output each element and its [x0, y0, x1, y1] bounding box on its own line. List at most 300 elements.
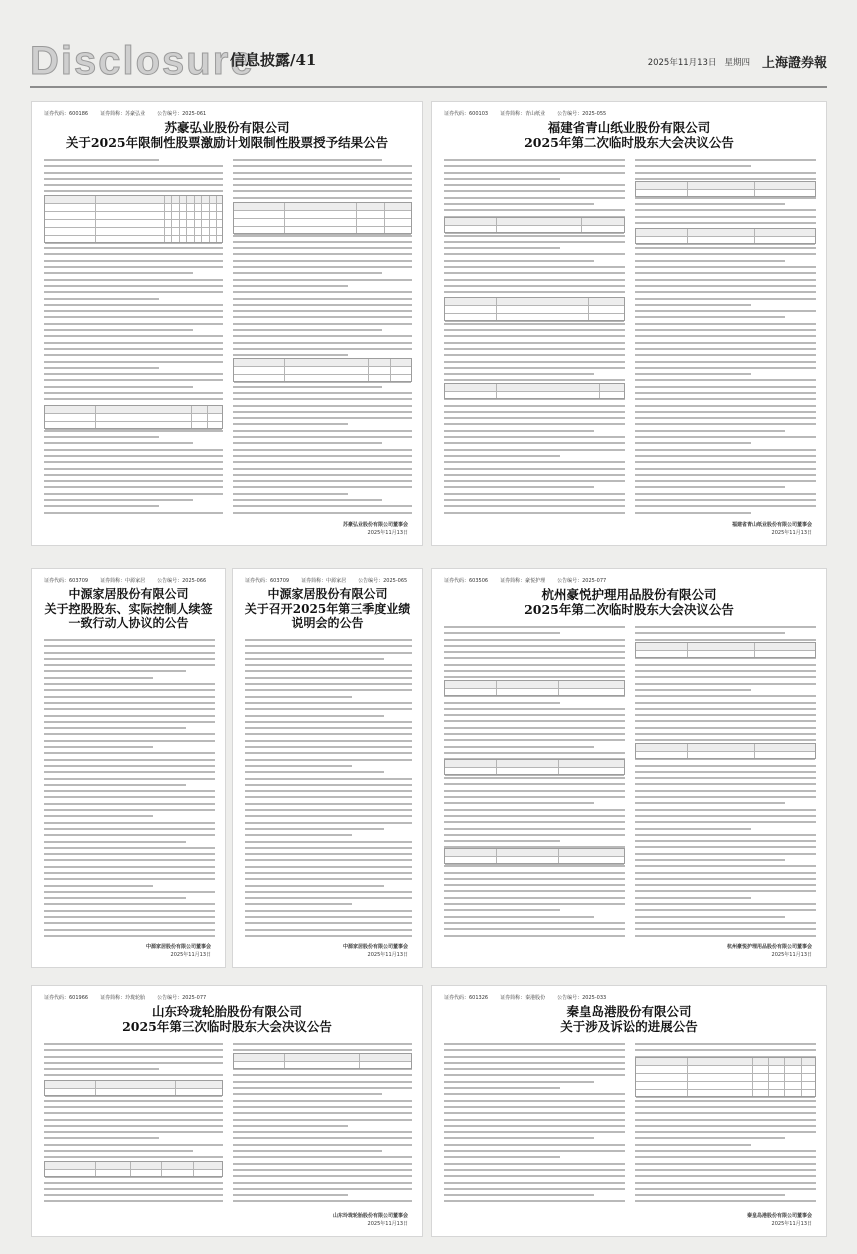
- text-line: [635, 695, 816, 697]
- text-line: [444, 1119, 625, 1121]
- text-line: [635, 279, 816, 281]
- announcement-title-line: 杭州豪悦护理用品股份有限公司: [541, 587, 717, 602]
- text-line: [444, 903, 625, 905]
- table-row: [45, 414, 222, 422]
- table-row: [636, 237, 815, 245]
- table-row: [45, 228, 222, 236]
- text-line: [233, 1175, 412, 1177]
- table-row: [636, 1082, 815, 1090]
- announcement-title-line: 2025年第三次临时股东大会决议公告: [122, 1019, 332, 1035]
- text-line: [635, 815, 816, 817]
- text-line: [44, 1119, 223, 1121]
- text-line: [635, 683, 816, 685]
- text-line: [635, 828, 751, 830]
- announcement-body-text: [44, 639, 215, 941]
- text-line: [635, 809, 816, 811]
- text-line: [444, 1188, 625, 1190]
- text-line: [635, 209, 816, 211]
- text-line: [245, 746, 412, 748]
- table-column-rule: [496, 384, 497, 398]
- text-line: [635, 348, 816, 350]
- text-line: [245, 639, 412, 641]
- text-line: [635, 720, 816, 722]
- announcement-body-text: [444, 159, 625, 518]
- text-line: [444, 657, 625, 659]
- announcement-title: [432, 1004, 826, 1035]
- text-line: [444, 1100, 625, 1102]
- text-line: [44, 670, 186, 672]
- announcement-title: [432, 120, 826, 151]
- text-line: [444, 209, 625, 211]
- text-line: [44, 897, 186, 899]
- text-line: [233, 172, 412, 174]
- text-line: [635, 689, 751, 691]
- text-line: [635, 178, 816, 180]
- text-line: [233, 316, 412, 318]
- text-line: [444, 1169, 625, 1171]
- announcement-panel: [31, 568, 226, 968]
- text-line: [444, 486, 594, 488]
- security-short-name: 证券简称：豪悦护理: [500, 578, 546, 584]
- table-row: [445, 760, 624, 768]
- section-title: 信息披露/41: [230, 51, 317, 69]
- text-line: [233, 253, 412, 255]
- table-column-rule: [687, 643, 688, 657]
- text-line: [44, 859, 215, 861]
- masthead-word: Disclosure: [30, 39, 255, 83]
- text-line: [635, 1125, 816, 1127]
- text-line: [44, 1188, 223, 1190]
- announcement-code-line: [444, 110, 618, 117]
- text-line: [245, 828, 384, 830]
- text-line: [635, 1119, 816, 1121]
- table-row: [445, 681, 624, 689]
- text-line: [444, 916, 594, 918]
- text-line: [444, 702, 560, 704]
- text-line: [635, 373, 751, 375]
- announcement-title-line: 秦皇岛港股份有限公司: [566, 1004, 692, 1019]
- text-line: [44, 822, 215, 824]
- text-line: [233, 1087, 412, 1089]
- text-line: [635, 354, 816, 356]
- text-line: [44, 771, 215, 773]
- text-line: [44, 866, 215, 868]
- table-row: [445, 226, 624, 234]
- text-line: [233, 1156, 412, 1158]
- data-table: [635, 642, 816, 658]
- announcement-title-line: 福建省青山纸业股份有限公司: [547, 120, 711, 135]
- text-line: [233, 348, 412, 350]
- text-line: [444, 1087, 560, 1089]
- text-line: [44, 1200, 223, 1202]
- text-line: [233, 329, 382, 331]
- text-line: [44, 885, 153, 887]
- text-line: [233, 493, 348, 495]
- text-line: [44, 272, 193, 274]
- text-line: [444, 512, 625, 514]
- text-line: [44, 342, 223, 344]
- text-line: [635, 1144, 751, 1146]
- text-line: [444, 499, 625, 501]
- text-line: [233, 247, 412, 249]
- table-column-rule: [599, 384, 600, 398]
- table-row: [45, 204, 222, 212]
- text-line: [444, 260, 594, 262]
- text-line: [444, 203, 594, 205]
- text-line: [245, 809, 412, 811]
- notice-number: 公告编号：2025-055: [557, 111, 607, 117]
- text-line: [444, 746, 594, 748]
- text-line: [444, 935, 625, 937]
- text-line: [635, 342, 816, 344]
- text-line: [635, 499, 816, 501]
- text-line: [635, 935, 816, 937]
- text-line: [245, 815, 412, 817]
- text-line: [444, 405, 625, 407]
- text-line: [444, 739, 625, 741]
- text-line: [233, 335, 412, 337]
- text-line: [44, 708, 215, 710]
- text-line: [245, 733, 412, 735]
- text-line: [44, 499, 193, 501]
- text-line: [44, 803, 215, 805]
- table-row: [636, 1058, 815, 1066]
- table-column-rule: [359, 1054, 360, 1068]
- text-line: [444, 1062, 625, 1064]
- text-line: [444, 884, 625, 886]
- announcement-panel: [31, 101, 423, 546]
- text-line: [233, 354, 348, 356]
- text-line: [44, 285, 223, 287]
- table-column-rule: [588, 298, 589, 320]
- text-line: [444, 323, 625, 325]
- text-line: [635, 216, 816, 218]
- table-column-rule: [496, 218, 497, 232]
- text-line: [44, 1194, 223, 1196]
- text-line: [444, 1056, 625, 1058]
- security-short-name: 证券简称：中源家居: [100, 578, 146, 584]
- table-column-rule: [193, 1162, 194, 1176]
- text-line: [635, 928, 816, 930]
- table-column-rule: [186, 196, 187, 242]
- text-line: [444, 235, 625, 237]
- text-line: [44, 184, 223, 186]
- text-line: [44, 702, 215, 704]
- text-line: [245, 721, 412, 723]
- text-line: [444, 1049, 625, 1051]
- text-line: [233, 184, 412, 186]
- text-line: [444, 449, 625, 451]
- table-column-rule: [687, 182, 688, 196]
- text-line: [44, 449, 223, 451]
- text-line: [635, 291, 816, 293]
- announcement-title: [32, 1004, 422, 1035]
- text-line: [245, 696, 352, 698]
- text-line: [44, 903, 215, 905]
- announcement-date: 2025年11月13日: [771, 530, 812, 536]
- text-line: [635, 172, 816, 174]
- notice-number: 公告编号：2025-077: [557, 578, 607, 584]
- text-line: [44, 922, 215, 924]
- text-line: [245, 796, 412, 798]
- text-line: [245, 759, 412, 761]
- text-line: [44, 639, 215, 641]
- security-short-name: 证券简称：玲珑轮胎: [100, 995, 146, 1001]
- table-column-rule: [384, 203, 385, 233]
- text-line: [44, 759, 215, 761]
- announcement-title-line: 关于召开2025年第三季度业绩: [244, 601, 411, 616]
- table-row: [45, 1089, 222, 1097]
- text-line: [444, 461, 625, 463]
- text-line: [245, 897, 412, 899]
- data-table: [44, 195, 223, 243]
- table-row: [445, 218, 624, 226]
- table-column-rule: [95, 406, 96, 428]
- announcement-signature: 中源家居股份有限公司董事会: [342, 944, 408, 950]
- text-line: [233, 1194, 348, 1196]
- text-line: [635, 411, 816, 413]
- text-line: [44, 1125, 223, 1127]
- text-line: [233, 1074, 412, 1076]
- text-line: [444, 727, 625, 729]
- text-line: [444, 1144, 625, 1146]
- table-row: [636, 1090, 815, 1098]
- text-line: [233, 298, 412, 300]
- text-line: [245, 929, 412, 931]
- text-line: [444, 430, 594, 432]
- text-line: [245, 834, 352, 836]
- table-row: [234, 359, 411, 367]
- text-line: [44, 474, 223, 476]
- text-line: [245, 670, 412, 672]
- announcement-title: [233, 587, 422, 631]
- text-line: [444, 777, 625, 779]
- text-line: [245, 790, 412, 792]
- security-code: 证券代码：601326: [444, 995, 489, 1001]
- text-line: [44, 733, 215, 735]
- text-line: [635, 1043, 816, 1045]
- announcement-date: 2025年11月13日: [367, 952, 408, 958]
- text-line: [444, 455, 560, 457]
- text-line: [233, 1119, 412, 1121]
- text-line: [444, 379, 625, 381]
- text-line: [245, 935, 412, 937]
- text-line: [44, 190, 223, 192]
- announcement-signature: 杭州豪悦护理用品股份有限公司董事会: [726, 944, 812, 950]
- text-line: [635, 1112, 816, 1114]
- security-code: 证券代码：603709: [245, 578, 290, 584]
- text-line: [444, 480, 625, 482]
- text-line: [44, 1043, 223, 1045]
- text-line: [444, 720, 625, 722]
- text-line: [233, 1188, 412, 1190]
- text-line: [44, 790, 215, 792]
- text-line: [635, 802, 785, 804]
- security-short-name: 证券简称：秦港股份: [500, 995, 546, 1001]
- text-line: [444, 1112, 625, 1114]
- text-line: [635, 765, 816, 767]
- text-line: [44, 740, 215, 742]
- table-column-rule: [390, 359, 391, 381]
- text-line: [635, 442, 751, 444]
- text-line: [44, 316, 223, 318]
- table-row: [445, 306, 624, 314]
- text-line: [233, 405, 412, 407]
- text-line: [635, 1049, 816, 1051]
- text-line: [635, 865, 816, 867]
- table-column-rule: [284, 359, 285, 381]
- announcement-code-line: [444, 577, 618, 584]
- text-line: [44, 348, 223, 350]
- text-line: [233, 1150, 382, 1152]
- announcement-panel: [232, 568, 423, 968]
- text-line: [635, 727, 816, 729]
- text-line: [444, 1081, 594, 1083]
- announcement-signature: 中源家居股份有限公司董事会: [145, 944, 211, 950]
- text-line: [635, 846, 816, 848]
- text-line: [444, 664, 625, 666]
- text-line: [245, 866, 412, 868]
- text-line: [233, 165, 412, 167]
- text-line: [444, 790, 625, 792]
- text-line: [44, 891, 215, 893]
- text-line: [444, 872, 625, 874]
- table-column-rule: [164, 196, 165, 242]
- text-line: [233, 1137, 412, 1139]
- text-line: [635, 853, 816, 855]
- text-line: [635, 872, 816, 874]
- text-line: [444, 423, 625, 425]
- text-line: [444, 285, 625, 287]
- text-line: [635, 708, 816, 710]
- table-row: [45, 1162, 222, 1170]
- text-line: [44, 436, 159, 438]
- text-line: [635, 304, 751, 306]
- text-line: [44, 178, 223, 180]
- text-line: [44, 304, 223, 306]
- text-line: [44, 834, 215, 836]
- text-line: [444, 1137, 594, 1139]
- text-line: [635, 796, 816, 798]
- text-line: [44, 480, 223, 482]
- text-line: [444, 802, 594, 804]
- masthead-right: [648, 52, 827, 71]
- text-line: [44, 828, 215, 830]
- text-line: [44, 677, 153, 679]
- text-line: [444, 783, 625, 785]
- text-line: [245, 652, 412, 654]
- text-line: [635, 165, 751, 167]
- table-row: [636, 190, 815, 198]
- text-line: [233, 386, 382, 388]
- table-row: [445, 849, 624, 857]
- text-line: [233, 1081, 412, 1083]
- text-line: [635, 1150, 816, 1152]
- text-line: [233, 1106, 412, 1108]
- text-line: [635, 909, 816, 911]
- text-line: [233, 512, 412, 514]
- table-column-rule: [687, 229, 688, 243]
- text-line: [233, 1100, 412, 1102]
- table-row: [445, 689, 624, 697]
- text-line: [44, 1100, 223, 1102]
- table-column-rule: [784, 1058, 785, 1096]
- text-line: [233, 1049, 412, 1051]
- security-code: 证券代码：603709: [44, 578, 89, 584]
- text-line: [635, 310, 816, 312]
- text-line: [44, 398, 223, 400]
- text-line: [44, 329, 193, 331]
- text-line: [444, 1200, 625, 1202]
- table-row: [234, 1054, 411, 1062]
- text-line: [233, 461, 412, 463]
- text-line: [635, 493, 816, 495]
- text-line: [635, 272, 816, 274]
- announcement-signature: 山东玲珑轮胎股份有限公司董事会: [332, 1213, 408, 1219]
- text-line: [44, 929, 215, 931]
- text-line: [635, 486, 785, 488]
- text-line: [44, 493, 223, 495]
- text-line: [44, 935, 215, 937]
- notice-number: 公告编号：2025-065: [358, 578, 408, 584]
- text-line: [635, 361, 816, 363]
- data-table: [635, 1057, 816, 1097]
- announcement-panel: [431, 101, 827, 546]
- table-column-rule: [201, 196, 202, 242]
- data-table: [444, 297, 625, 321]
- text-line: [44, 354, 223, 356]
- text-line: [44, 505, 159, 507]
- text-line: [444, 1156, 560, 1158]
- table-column-rule: [284, 1054, 285, 1068]
- text-line: [44, 159, 159, 161]
- table-column-rule: [179, 196, 180, 242]
- text-line: [444, 184, 625, 186]
- text-line: [635, 1163, 816, 1165]
- text-line: [635, 423, 816, 425]
- table-column-rule: [754, 229, 755, 243]
- table-column-rule: [496, 298, 497, 320]
- text-line: [444, 752, 625, 754]
- text-line: [444, 1131, 625, 1133]
- table-column-rule: [284, 203, 285, 233]
- text-line: [635, 461, 816, 463]
- text-line: [245, 853, 412, 855]
- text-line: [444, 190, 625, 192]
- text-line: [635, 733, 816, 735]
- text-line: [245, 664, 412, 666]
- text-line: [444, 645, 625, 647]
- table-column-rule: [95, 1162, 96, 1176]
- text-line: [245, 702, 412, 704]
- text-line: [444, 865, 625, 867]
- announcement-title: [32, 587, 225, 631]
- text-line: [444, 329, 625, 331]
- text-line: [444, 411, 625, 413]
- data-table: [635, 743, 816, 759]
- text-line: [635, 834, 816, 836]
- announcement-title-line: 中源家居股份有限公司: [68, 587, 189, 601]
- text-line: [444, 241, 625, 243]
- text-line: [444, 733, 625, 735]
- text-line: [635, 714, 816, 716]
- text-line: [44, 165, 223, 167]
- text-line: [444, 373, 594, 375]
- announcement-code-line: [44, 577, 218, 584]
- data-table: [44, 405, 223, 429]
- text-line: [233, 398, 412, 400]
- table-row: [45, 236, 222, 244]
